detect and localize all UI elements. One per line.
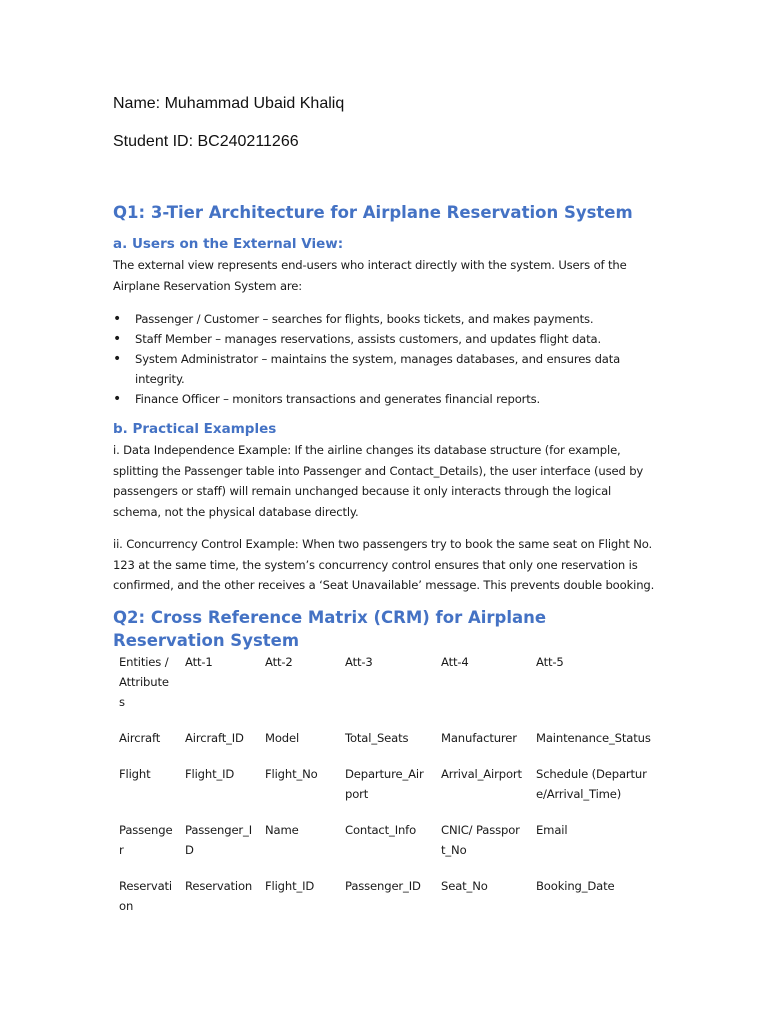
table-cell: Maintenance_Status (536, 731, 651, 745)
table-cell: Departure_Airport (345, 767, 424, 801)
table-header-cell: Att-1 (185, 655, 213, 669)
example-concurrency-control: ii. Concurrency Control Example: When two passengers try to book the same seat on Flight No. 123 at the same time, the system’s concurrency control ensures that only one reservation is confirmed, and the other receives a ‘Seat Unavailable’ message. This prevents double booking. (113, 537, 655, 592)
table-cell: Email (536, 823, 568, 837)
bullet-icon: • (113, 331, 122, 347)
table-cell: Seat_No (441, 879, 488, 893)
bullet-icon: • (113, 351, 122, 367)
table-header-cell: Att-3 (345, 655, 373, 669)
q1-title: Q1: 3-Tier Architecture for Airplane Reservation System (113, 203, 633, 222)
table-cell: Total_Seats (345, 731, 409, 745)
table-header-cell: Att-2 (265, 655, 293, 669)
bullet-icon: • (113, 391, 122, 407)
list-item: • System Administrator – maintains the system, manages databases, and ensures data integrity. (113, 351, 621, 386)
list-item: • Passenger / Customer – searches for flights, books tickets, and makes payments. (113, 311, 594, 327)
table-row (113, 872, 657, 928)
student-id: Student ID: BC240211266 (113, 133, 299, 150)
table-cell: Manufacturer (441, 731, 517, 745)
section-b-heading: b. Practical Examples (113, 421, 277, 437)
crm-table (113, 648, 657, 928)
table-cell: Aircraft_ID (185, 731, 244, 745)
section-a-intro: The external view represents end-users who interact directly with the system. Users of the Airplane Reservation System are: (113, 258, 627, 293)
section-a-heading: a. Users on the External View: (113, 236, 344, 252)
table-cell: CNIC/ Passport_No (441, 823, 520, 857)
table-header-cell: Entities / Attributes (119, 655, 169, 709)
table-header-cell: Att-5 (536, 655, 564, 669)
table-header-row (113, 648, 657, 724)
table-cell: Arrival_Airport (441, 767, 522, 781)
table-header-cell: Att-4 (441, 655, 469, 669)
student-name: Name: Muhammad Ubaid Khaliq (113, 95, 345, 112)
table-row (113, 760, 657, 816)
table-cell: Reservation (119, 879, 172, 913)
table-cell: Flight_No (265, 767, 318, 781)
bullet-icon: • (113, 311, 122, 327)
table-cell: Name (265, 823, 299, 837)
table-cell: Schedule (Departure/Arrival_Time) (536, 767, 647, 801)
table-cell: Passenger_ID (185, 823, 252, 857)
table-row (113, 816, 657, 872)
table-cell: Aircraft (119, 731, 161, 745)
table-cell: Flight (119, 767, 151, 781)
table-cell: Passenger_ID (345, 879, 421, 893)
list-item: • Finance Officer – monitors transactions and generates financial reports. (113, 391, 541, 407)
table-cell: Flight_ID (185, 767, 235, 781)
list-item: • Staff Member – manages reservations, assists customers, and updates flight data. (113, 331, 602, 347)
table-row (113, 724, 657, 760)
table-cell: Booking_Date (536, 879, 615, 893)
example-data-independence: i. Data Independence Example: If the airline changes its database structure (for example, splitting the Passenger table into Passenger and Contact_Details), the user interface (used by passengers or staff) will remain unchanged because it only interacts through the logical schema, not the physical database directly. (113, 443, 644, 519)
table-cell: Passenger (119, 823, 173, 857)
table-cell: Flight_ID (265, 879, 315, 893)
table-cell: Model (265, 731, 300, 745)
users-list (113, 309, 643, 409)
table-cell: Reservation (185, 879, 253, 893)
table-cell: Contact_Info (345, 823, 417, 837)
q2-title: Q2: Cross Reference Matrix (CRM) for Airplane Reservation System (113, 608, 547, 650)
